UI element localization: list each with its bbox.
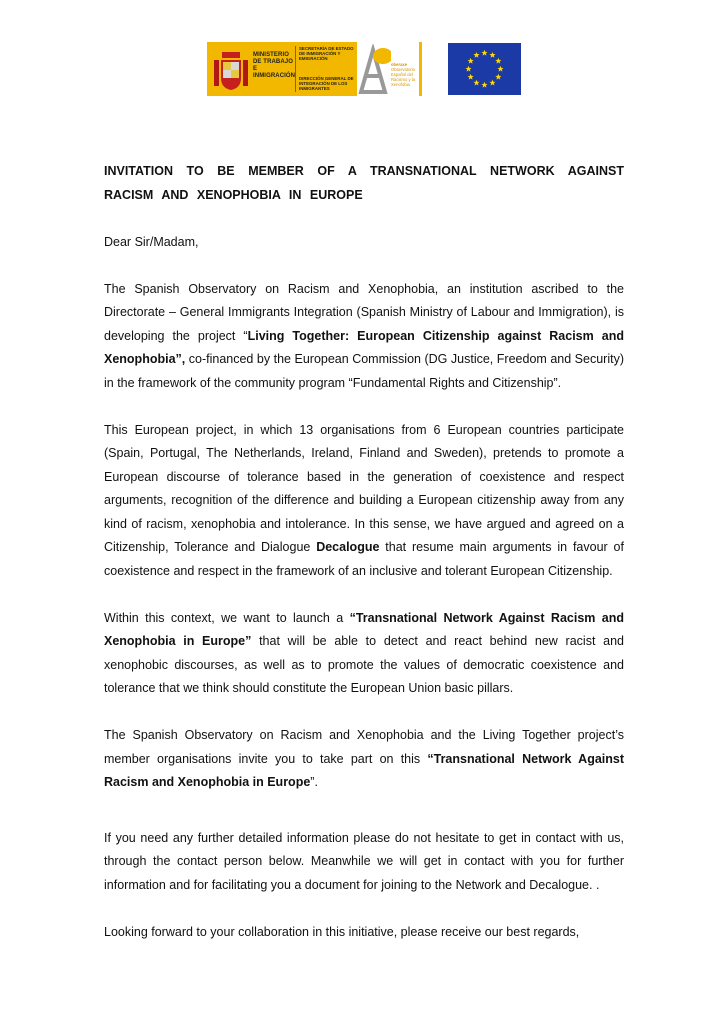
salutation: Dear Sir/Madam, (104, 234, 199, 249)
oberaxe-text (391, 62, 421, 87)
p4-bold: “Transnational Network Against Racism and Xenophobia in Europe (104, 751, 625, 789)
paragraph-2 (104, 419, 624, 584)
oberaxe-icon (357, 44, 391, 94)
paragraph-3 (104, 607, 624, 701)
paragraph-5: If you need any further detailed information please do not hesitate to get in contact with us, through the contact person below. Meanwhile we will get in contact with you for further information and for facilitating you a document for joining to the Network and Decalogue. . (104, 830, 624, 892)
p1-text-b: co-financed by the European Commission (DG Justice, Freedom and Security) in the framework of the community program “Fundamental Rights and Citizenship”. (104, 352, 624, 390)
logo-divider (295, 46, 296, 92)
p3-text-b: that will be able to detect and react behind new racist and xenophobic discourses, as well as to promote the values of democratic coexistence and tolerance that we think should constitute the European Union basic pillars. (104, 634, 624, 695)
p2-text-b: that resume main arguments in favour of coexistence and respect in the framework of an inclusive and tolerant European Citizenship. (104, 540, 624, 578)
letter-body (104, 160, 624, 944)
oberaxe-logo (357, 42, 419, 96)
direccion-name: DIRECCIÓN GENERAL DE INTEGRACIÓN DE LOS INMIGRANTES (299, 76, 354, 92)
p1-bold: Living Together: European Citizenship against Racism and Xenophobia”, (104, 328, 624, 366)
oberaxe-subtitle: Observatorio Español del Racismo y la Xenofobia (391, 67, 415, 87)
secretaria-name: SECRETARÍA DE ESTADO DE INMIGRACIÓN Y EMIGRACIÓN (299, 46, 354, 62)
p2-bold: Decalogue (316, 540, 380, 554)
ministerio-logo (207, 42, 422, 96)
p3-bold: “Transnational Network Against Racism and Xenophobia in Europe” (104, 610, 624, 648)
oberaxe-name: oberaxe (391, 62, 408, 67)
p2-text-a: This European project, in which 13 organisations from 6 European countries participate (Spain, Portugal, The Netherlands, Ireland, Finland and Sweden), pretends to promote a European discourse of tolerance based in the generation of coexistence and respect arguments, recognition of the difference and building a European citizenship away from any kind of racism, xenophobia and intolerance. In this sense, we have argued and agreed on a Citizenship, Tolerance and Dialogue (104, 422, 624, 554)
letter-title: INVITATION TO BE MEMBER OF A TRANSNATIONAL NETWORK AGAINST RACISM AND XENOPHOBIA IN EUROPE (104, 164, 624, 202)
closing: Looking forward to your collaboration in this initiative, please receive our best regards, (104, 924, 580, 939)
paragraph-1 (104, 278, 624, 396)
p4-text-a: The Spanish Observatory on Racism and Xenophobia and the Living Together project’s member organisations invite you to take part on this (104, 728, 624, 766)
p1-text-a: The Spanish Observatory on Racism and Xenophobia, an institution ascribed to the Directorate – General Immigrants Integration (Spanish Ministry of Labour and Immigration), is developing the project “ (104, 281, 624, 343)
p3-text-a: Within this context, we want to launch a (104, 610, 350, 625)
ministerio-name: MINISTERIO DE TRABAJO E INMIGRACIÓN (253, 52, 296, 79)
p4-text-b: ”. (310, 775, 318, 789)
coat-of-arms-icon (212, 48, 250, 92)
paragraph-4 (104, 724, 624, 795)
eu-flag-icon (448, 43, 521, 95)
